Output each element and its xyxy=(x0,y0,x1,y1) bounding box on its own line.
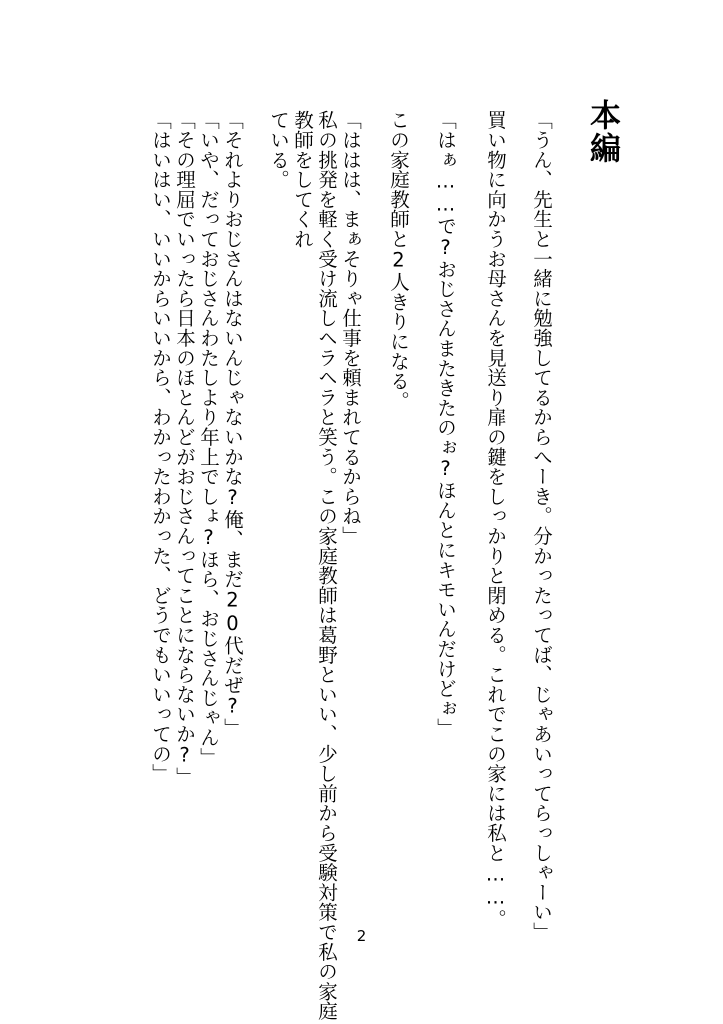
text-line-2: 買い物に向かうお母さんを見送り扉の鍵をしっかりと閉める。これでこの家には私と……。 xyxy=(484,110,507,929)
text-line-11: 「はいはい、いいからいいから、わかったわかった、どうでもいいっての」 xyxy=(149,110,172,784)
text-line-4: この家庭教師と2人きりになる。 xyxy=(387,110,410,411)
text-line-10: 「その理屈でいったら日本のほとんどがおじさんってことにならないか?」 xyxy=(173,110,196,787)
text-line-9: 「いや、だっておじさんわたしより年上でしょ?ほら、おじさんじゃん」 xyxy=(197,110,220,767)
text-line-8: 「それよりおじさんはないんじゃないかな?俺、まだ20代だぜ?」 xyxy=(221,110,244,738)
text-line-7: ている。 xyxy=(267,110,290,190)
page-number: 2 xyxy=(356,927,367,945)
text-line-6: 私の挑発を軽く受け流しヘラヘラと笑う。この家庭教師は葛野といい、少し前から受験対策で私の家庭教師をしてくれ xyxy=(291,110,338,1021)
text-line-3: 「はぁ……で?おじさんまたきたのぉ?ほんとにキモいんだけどぉ」 xyxy=(434,110,457,738)
text-line-5: 「ははは、まぁそりゃ仕事を頼まれてるからね」 xyxy=(339,110,362,546)
chapter-title: 本編 xyxy=(584,99,620,165)
text-line-1: 「うん、先生と一緒に勉強してるからへーき。分かったってば、じゃあいってらっしゃーい」 xyxy=(530,110,553,942)
